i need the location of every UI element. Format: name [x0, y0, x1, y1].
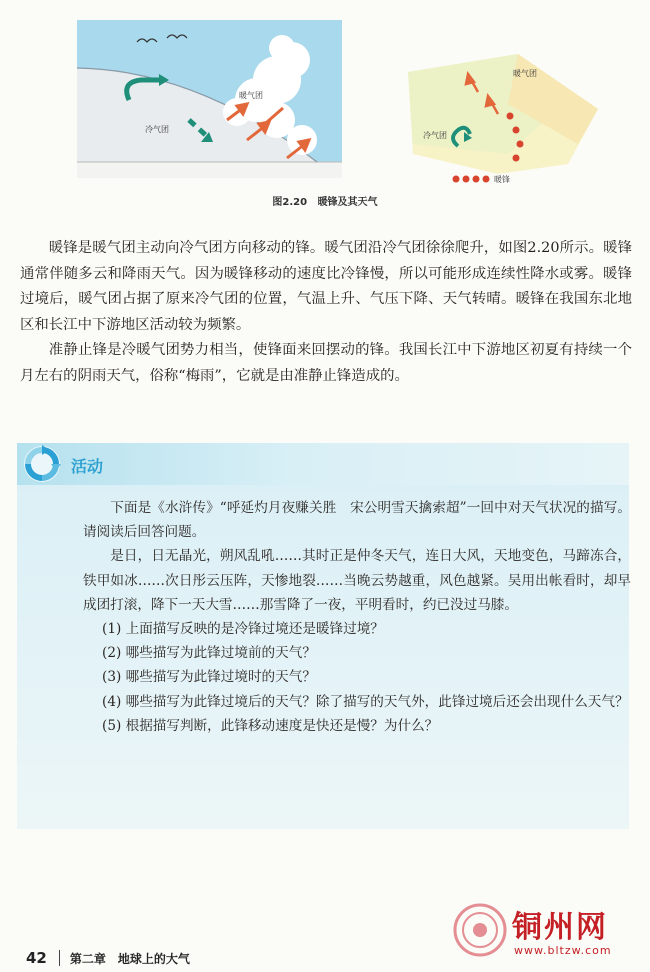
- question-2: (2) 哪些描写为此锋过境前的天气？: [102, 645, 316, 662]
- page-footer: [26, 946, 190, 970]
- activity-text: [83, 496, 631, 738]
- right-front-label: 暖锋: [494, 175, 510, 184]
- warm-front-map-diagram: [398, 34, 608, 186]
- paragraph-warm-front: 暖锋是暖气团主动向冷气团方向移动的锋。暖气团沿冷气团徐徐爬升，如图2.20所示。暖锋通常伴随多云和降雨天气。因为暖锋移动的速度比冷锋慢，所以可能形成连续性降水或雾。暖锋过境后，暖气团占据了原来冷气团的位置，气温上升、气压下降、天气转晴。暖锋在我国东北地区和长江中下游地区活动较为频繁。: [20, 240, 632, 333]
- activity-box: [17, 443, 629, 829]
- question-5: (5) 根据描写判断，此锋移动速度是快还是慢？为什么？: [102, 717, 439, 734]
- footer-chapter: 第二章: [69, 951, 106, 966]
- right-warm-label: 暖气团: [513, 69, 537, 78]
- warm-front-cross-section-diagram: [77, 20, 342, 178]
- watermark-url: www.bltzw.com: [514, 944, 612, 957]
- question-1: (1) 上面描写反映的是冷锋过境还是暖锋过境？: [102, 621, 384, 638]
- figure-caption: [0, 193, 650, 208]
- activity-header: [17, 443, 629, 485]
- left-warm-label: 暖气团: [239, 91, 263, 100]
- question-4: (4) 哪些描写为此锋过境后的天气？除了描写的天气外，此锋过境后还会出现什么天气？: [102, 693, 629, 710]
- left-cold-label: 冷气团: [145, 125, 169, 134]
- paragraph-stationary-front: 准静止锋是冷暖气团势力相当，使锋面来回摆动的锋。我国长江中下游地区初夏有持续一个月左右的阴雨天气，俗称“梅雨”，它就是由准静止锋造成的。: [20, 342, 632, 384]
- activity-title: 活动: [71, 457, 104, 476]
- watermark-logo-icon: [452, 902, 508, 958]
- activity-passage: 是日，日无晶光，朔风乱吼……其时正是仲冬天气，连日大风，天地变色，马蹄冻合，铁甲如冰……次日彤云压阵，天惨地裂……当晚云势越重，风色越紧。吴用出帐看时，却早成团打滚，降下一天大雪……那雪降了一夜，平明看时，约已没过马膝。: [83, 548, 631, 613]
- footer-chapter-title: 地球上的大气: [117, 951, 190, 966]
- question-3: (3) 哪些描写为此锋过境时的天气？: [102, 669, 316, 686]
- footer-divider: [59, 950, 60, 966]
- activity-intro: 下面是《水浒传》“呼延灼月夜赚关胜 宋公明雪天擒索超”一回中对天气状况的描写。请阅读后回答问题。: [83, 500, 631, 541]
- cycle-arrows-icon: [23, 445, 61, 483]
- figure-number: 图2.20: [272, 197, 308, 208]
- right-cold-label: 冷气团: [423, 131, 447, 140]
- page-number: 42: [26, 949, 47, 967]
- watermark: [452, 900, 642, 970]
- watermark-name: 铜州网: [512, 910, 608, 945]
- figure-title: 暖锋及其天气: [317, 197, 378, 208]
- main-text: [20, 236, 632, 389]
